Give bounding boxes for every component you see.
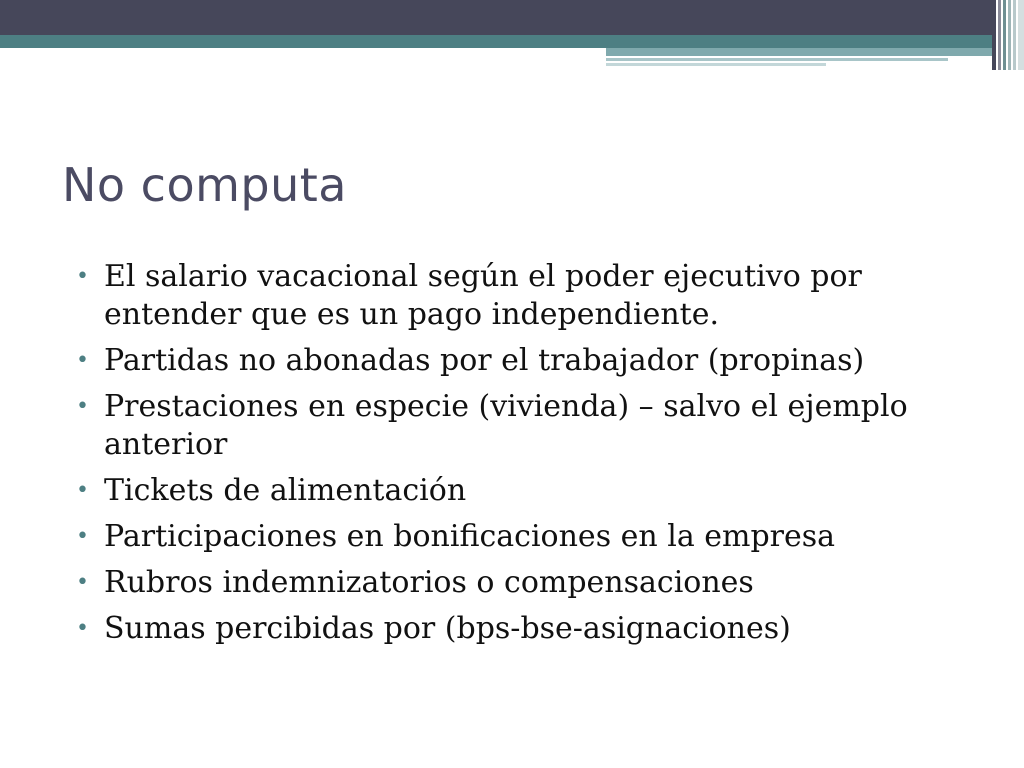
header-line-1 bbox=[606, 58, 948, 61]
bullet-item bbox=[74, 610, 974, 648]
bullet-text: Partidas no abonadas por el trabajador (propinas) bbox=[104, 343, 865, 378]
header-band-teal bbox=[0, 35, 992, 48]
bullet-item bbox=[74, 258, 974, 334]
bullet-list bbox=[74, 258, 974, 656]
bullet-text: Rubros indemnizatorios o compensaciones bbox=[104, 565, 754, 600]
bullet-item bbox=[74, 518, 974, 556]
header-band-accent bbox=[606, 48, 992, 56]
bullet-item bbox=[74, 388, 974, 464]
header-stripes bbox=[992, 0, 1024, 70]
bullet-text: Participaciones en bonificaciones en la empresa bbox=[104, 519, 836, 554]
bullet-text: Tickets de alimentación bbox=[104, 473, 467, 508]
bullet-icon: • bbox=[76, 394, 89, 419]
bullet-item bbox=[74, 564, 974, 602]
header-line-2 bbox=[606, 63, 826, 66]
bullet-item bbox=[74, 342, 974, 380]
bullet-icon: • bbox=[76, 570, 89, 595]
bullet-icon: • bbox=[76, 264, 89, 289]
bullet-icon: • bbox=[76, 348, 89, 373]
bullet-item bbox=[74, 472, 974, 510]
bullet-text: Sumas percibidas por (bps-bse-asignaciones) bbox=[104, 611, 791, 646]
bullet-text: El salario vacacional según el poder ejecutivo por entender que es un pago independiente. bbox=[104, 259, 862, 332]
slide-title: No computa bbox=[62, 158, 347, 212]
bullet-icon: • bbox=[76, 524, 89, 549]
bullet-text: Prestaciones en especie (vivienda) – salvo el ejemplo anterior bbox=[104, 389, 908, 462]
bullet-icon: • bbox=[76, 478, 89, 503]
header-band-dark bbox=[0, 0, 992, 35]
bullet-icon: • bbox=[76, 616, 89, 641]
